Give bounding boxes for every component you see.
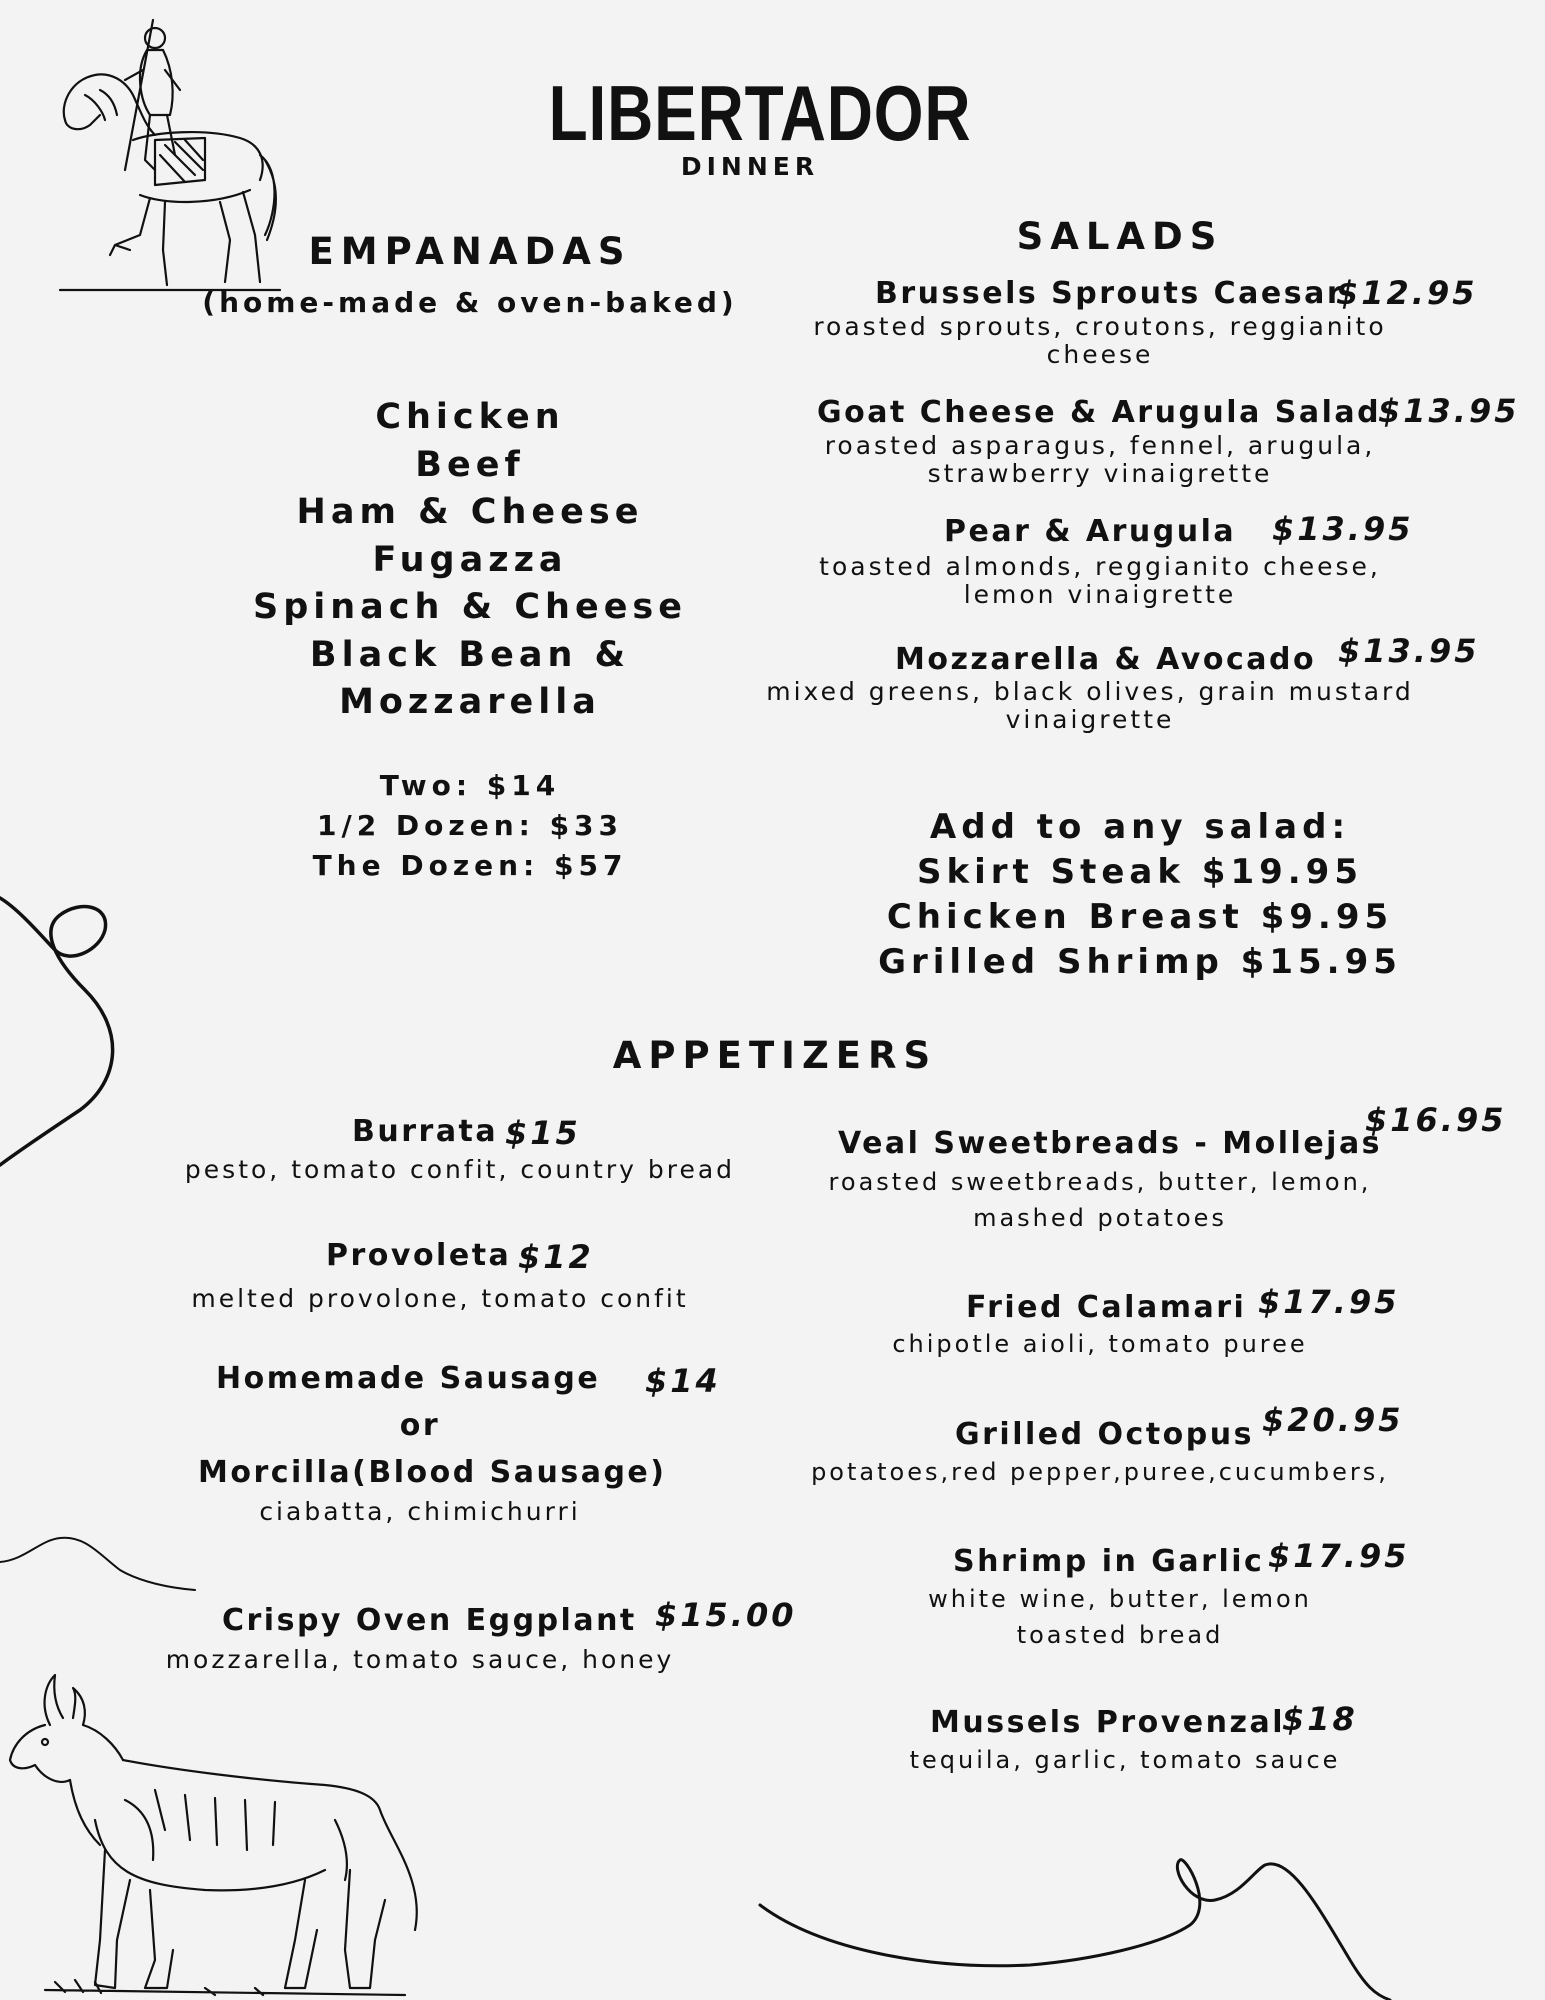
appetizer-item-name: Fried Calamari <box>966 1290 1247 1325</box>
list-item: The Dozen: $57 <box>312 849 628 882</box>
list-item: 1/2 Dozen: $33 <box>316 809 624 842</box>
appetizer-item-description: roasted sweetbreads, butter, lemon, mashed potatoes <box>828 1168 1372 1232</box>
list-item: Grilled Shrimp $15.95 <box>878 942 1402 982</box>
salad-item-name: Mozzarella & Avocado <box>895 642 1317 677</box>
appetizer-item-description: mozzarella, tomato sauce, honey <box>165 1645 675 1674</box>
small-curve-left-decoration <box>0 1530 200 1600</box>
list-item: Skirt Steak $19.95 <box>916 852 1363 892</box>
appetizer-item-price: $14 <box>645 1362 721 1400</box>
salad-item-price: $13.95 <box>1272 510 1414 548</box>
appetizer-item-name: Burrata <box>352 1114 499 1149</box>
salad-item-price: $12.95 <box>1336 274 1478 312</box>
list-item: Mozzarella <box>339 682 601 722</box>
list-item: Two: $14 <box>379 769 561 802</box>
appetizer-item-description: chipotle aioli, tomato puree <box>892 1330 1308 1358</box>
appetizer-item-description: pesto, tomato confit, country bread <box>184 1155 736 1184</box>
appetizer-item-description: melted provolone, tomato confit <box>191 1284 689 1313</box>
appetizer-item-name: Crispy Oven Eggplant <box>222 1603 637 1638</box>
list-item: Fugazza <box>372 539 568 580</box>
appetizer-item-name: Provoleta <box>326 1238 512 1273</box>
appetizer-item-price: $17.95 <box>1258 1283 1400 1321</box>
salad-item-name: Goat Cheese & Arugula Salad <box>817 395 1382 430</box>
salad-item-name: Brussels Sprouts Caesar <box>875 276 1345 311</box>
appetizers-heading: APPETIZERS <box>612 1034 938 1077</box>
appetizer-item-price: $15 <box>505 1114 581 1152</box>
appetizer-item-name: Mussels Provenzal <box>930 1705 1285 1740</box>
appetizer-item-price: $12 <box>518 1238 594 1276</box>
addons-heading: Add to any salad: <box>929 807 1351 847</box>
salad-item-description: toasted almonds, reggianito cheese, lemon vinaigrette <box>819 552 1381 609</box>
appetizer-item-name: Veal Sweetbreads - Mollejas <box>838 1126 1383 1161</box>
appetizer-item-price: $20.95 <box>1262 1401 1404 1439</box>
appetizer-item-description: potatoes,red pepper,puree,cucumbers, <box>811 1458 1389 1486</box>
appetizer-item-description: white wine, butter, lemon toasted bread <box>928 1585 1312 1649</box>
list-item: Spinach & Cheese <box>253 587 687 627</box>
empanadas-note: (home-made & oven-baked) <box>202 286 738 319</box>
empanadas-price-list <box>200 766 740 886</box>
restaurant-name: LIBERTADOR <box>548 69 972 157</box>
appetizer-item-or: or <box>399 1408 441 1443</box>
salad-item-description: roasted sprouts, croutons, reggianito cheese <box>813 312 1387 369</box>
salad-item-description: mixed greens, black olives, grain mustard vinaigrette <box>766 677 1414 734</box>
appetizer-item-name-alt: Morcilla(Blood Sausage) <box>198 1455 667 1490</box>
appetizer-item-name: Homemade Sausage <box>216 1361 601 1396</box>
swirl-bottom-right-decoration <box>760 1850 1450 2000</box>
salads-heading: SALADS <box>1016 215 1224 258</box>
empanadas-heading: EMPANADAS <box>308 230 632 273</box>
list-item: Beef <box>415 444 525 485</box>
salad-item-price: $13.95 <box>1338 632 1480 670</box>
bull-illustration <box>5 1670 425 2000</box>
appetizer-item-price: $15.00 <box>655 1596 797 1634</box>
list-item: Chicken <box>375 397 565 437</box>
appetizer-item-name: Grilled Octopus <box>955 1417 1254 1452</box>
appetizer-item-name: Shrimp in Garlic <box>953 1544 1265 1579</box>
salad-item-name: Pear & Arugula <box>944 514 1237 549</box>
appetizer-item-price: $16.95 <box>1365 1101 1507 1139</box>
list-item: Black Bean & <box>309 634 631 675</box>
salad-item-price: $13.95 <box>1378 392 1520 430</box>
menu-subtitle: DINNER <box>680 152 820 181</box>
appetizer-item-description: tequila, garlic, tomato sauce <box>909 1746 1341 1774</box>
list-item: Chicken Breast $9.95 <box>886 897 1394 937</box>
salad-addons <box>820 805 1460 985</box>
empanadas-flavor-list <box>200 394 740 727</box>
list-item: Ham & Cheese <box>296 492 644 532</box>
appetizer-item-description: ciabatta, chimichurri <box>259 1497 581 1526</box>
salad-item-description: roasted asparagus, fennel, arugula, strawberry vinaigrette <box>824 431 1376 488</box>
appetizer-item-price: $17.95 <box>1268 1537 1410 1575</box>
swirl-left-decoration <box>0 880 140 1180</box>
appetizer-item-price: $18 <box>1282 1700 1358 1738</box>
